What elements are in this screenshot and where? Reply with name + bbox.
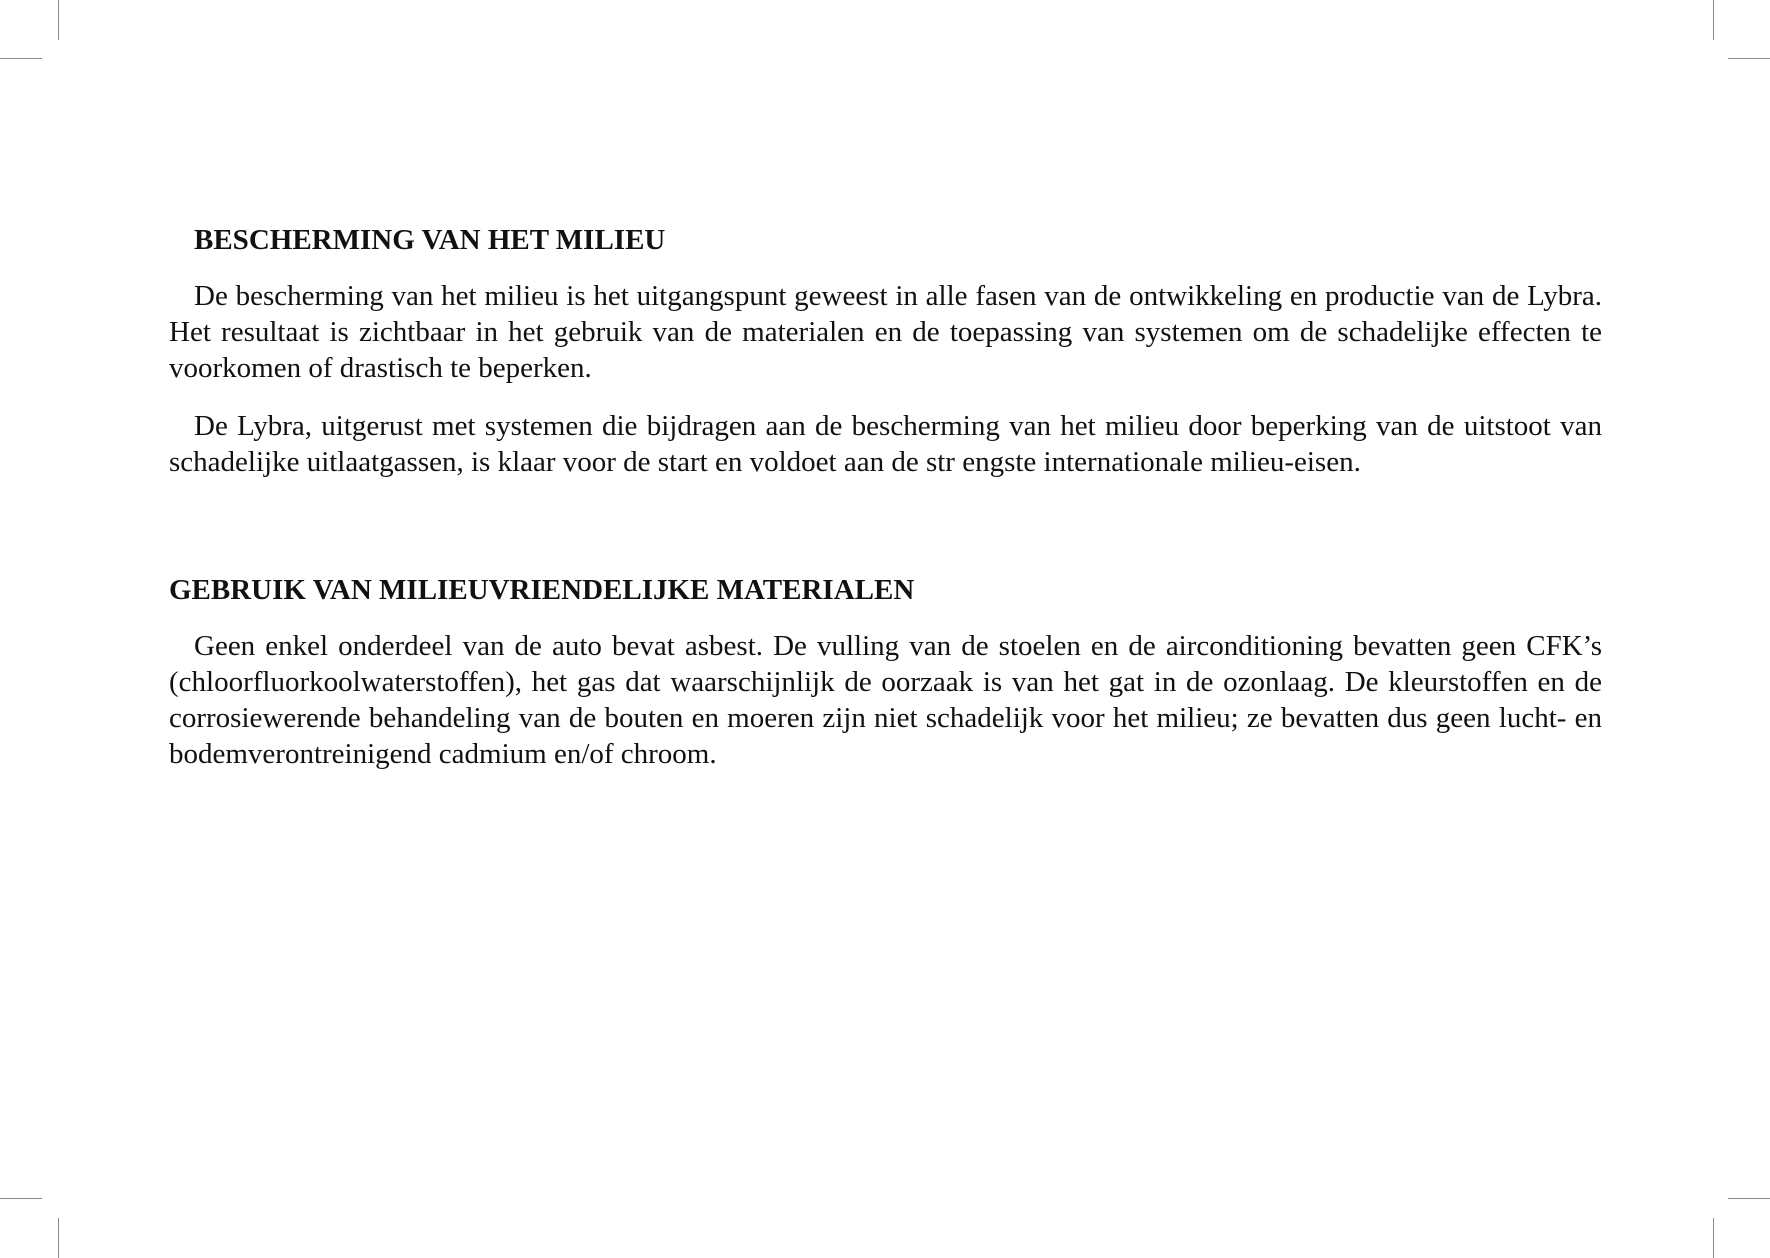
document-body: [169, 222, 1602, 772]
paragraph: Geen enkel onderdeel van de auto bevat asbest. De vulling van de stoelen en de airconditioning bevatten geen CFK’s (chloorfluorkoolwaterstoffen), het gas dat waarschijnlijk de oorzaak is van het gat in de ozonlaag. De kleurstoffen en de corrosiewerende behandeling van de bouten en moeren zijn niet schadelijk voor het milieu; ze bevatten dus geen lucht- en bodemverontreinigend cadmium en/of chroom.: [169, 630, 1602, 770]
crop-mark: [1728, 1198, 1770, 1199]
crop-mark: [1728, 58, 1770, 59]
crop-mark: [0, 1198, 42, 1199]
section-heading-environment-protection: BESCHERMING VAN HET MILIEU: [194, 224, 666, 256]
section-heading-eco-materials: GEBRUIK VAN MILIEUVRIENDELIJKE MATERIALEN: [169, 574, 915, 606]
crop-mark: [58, 0, 59, 40]
paragraph: De bescherming van het milieu is het uitgangspunt geweest in alle fasen van de ontwikkeling en productie van de Lybra. Het resultaat is zichtbaar in het gebruik van de materialen en de toepassing van systemen om de schadelijke effecten te voorkomen of drastisch te beperken.: [169, 280, 1602, 384]
crop-mark: [0, 58, 42, 59]
crop-mark: [1713, 0, 1714, 40]
crop-mark: [58, 1218, 59, 1258]
paragraph: De Lybra, uitgerust met systemen die bijdragen aan de bescherming van het milieu door beperking van de uitstoot van schadelijke uitlaatgassen, is klaar voor de start en voldoet aan de str engste internationale milieu-eisen.: [169, 410, 1602, 478]
crop-mark: [1713, 1218, 1714, 1258]
